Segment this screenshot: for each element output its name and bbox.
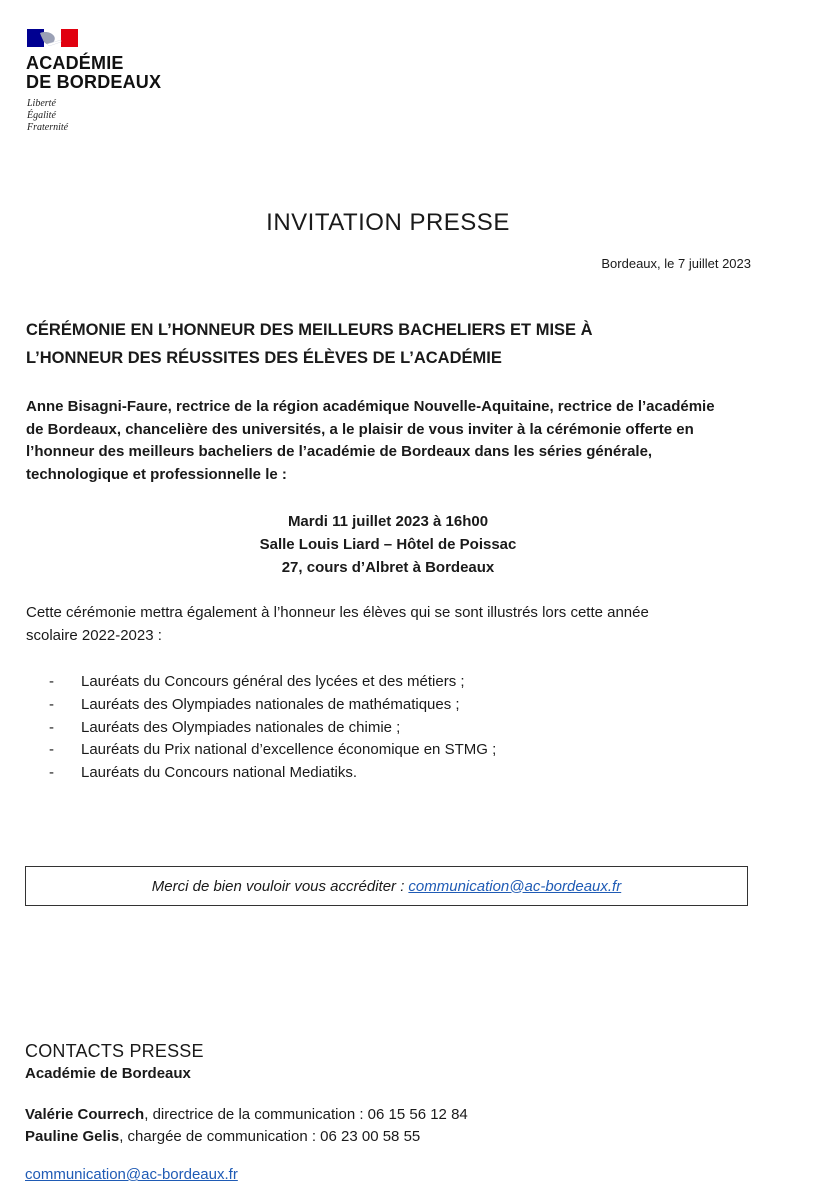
bullet-dash: - [49,695,54,713]
headline-line: L’HONNEUR DES RÉUSSITES DES ÉLÈVES DE L’ACADÉMIE [26,349,502,367]
logo-name-line2: DE BORDEAUX [26,72,162,92]
list-item-text: Lauréats des Olympiades nationales de chimie ; [81,718,401,736]
contact-name: Pauline Gelis [25,1128,120,1145]
event-venue: Salle Louis Liard – Hôtel de Poissac [259,536,517,553]
motto-fraternite: Fraternité [27,122,69,133]
paragraph-line: scolaire 2022-2023 : [26,626,162,644]
marianne-flag-icon [27,29,78,47]
list-item [49,739,496,762]
bullet-dash: - [49,718,54,736]
bullet-dash: - [49,764,54,782]
intro-line: Anne Bisagni-Faure, rectrice de la région académique Nouvelle-Aquitaine, rectrice de l’académie [26,398,715,415]
bullet-dash: - [49,673,54,690]
event-address: 27, cours d’Albret à Bordeaux [281,559,495,576]
contacts-email-link[interactable]: communication@ac-bordeaux.fr [25,1166,238,1183]
contact-role: , directrice de la communication : 06 15 56 12 84 [144,1106,468,1123]
contact-role: , chargée de communication : 06 23 00 58 55 [119,1128,421,1145]
list-item [49,717,496,740]
motto-egalite: Égalité [27,110,56,121]
contact-name: Valérie Courrech [25,1106,145,1123]
intro-line: technologique et professionnelle le : [26,465,287,483]
accreditation-text: Merci de bien vouloir vous accréditer : [151,877,405,895]
logo-name-line1: ACADÉMIE [26,53,124,73]
intro-line: de Bordeaux, chancelière des universités, a le plaisir de vous inviter à la cérémonie offerte en [26,420,694,438]
laureates-list [49,671,496,785]
list-item-text: Lauréats du Prix national d’excellence économique en STMG ; [81,741,497,759]
academy-logo-name [26,54,161,92]
list-item [49,694,496,717]
intro-paragraph [26,396,766,486]
bullet-dash: - [49,741,54,759]
document-title: INVITATION PRESSE [266,209,510,236]
republic-motto [27,98,68,134]
list-item-text: Lauréats du Concours général des lycées et des métiers ; [81,673,465,690]
honors-paragraph [26,602,746,647]
intro-line: l’honneur des meilleurs bacheliers de l’académie de Bordeaux dans les séries générale, [26,443,653,460]
list-item-text: Lauréats des Olympiades nationales de mathématiques ; [81,695,460,713]
event-datetime: Mardi 11 juillet 2023 à 16h00 [287,513,489,530]
accreditation-email-link[interactable]: communication@ac-bordeaux.fr [408,877,622,895]
list-item [49,671,496,694]
contact-line [25,1128,420,1145]
contacts-title: CONTACTS PRESSE [25,1041,204,1061]
paragraph-line: Cette cérémonie mettra également à l’honneur les élèves qui se sont illustrés lors cette année [26,604,649,621]
headline-line: CÉRÉMONIE EN L’HONNEUR DES MEILLEURS BACHELIERS ET MISE À [26,321,593,339]
list-item [49,762,496,785]
document-date: Bordeaux, le 7 juillet 2023 [601,256,751,271]
contact-line [25,1106,468,1123]
motto-liberte: Liberté [27,98,56,109]
contacts-organization: Académie de Bordeaux [25,1065,191,1082]
event-details [0,510,776,579]
accreditation-box [25,866,748,906]
list-item-text: Lauréats du Concours national Mediatiks. [81,764,357,782]
headline [26,316,726,372]
